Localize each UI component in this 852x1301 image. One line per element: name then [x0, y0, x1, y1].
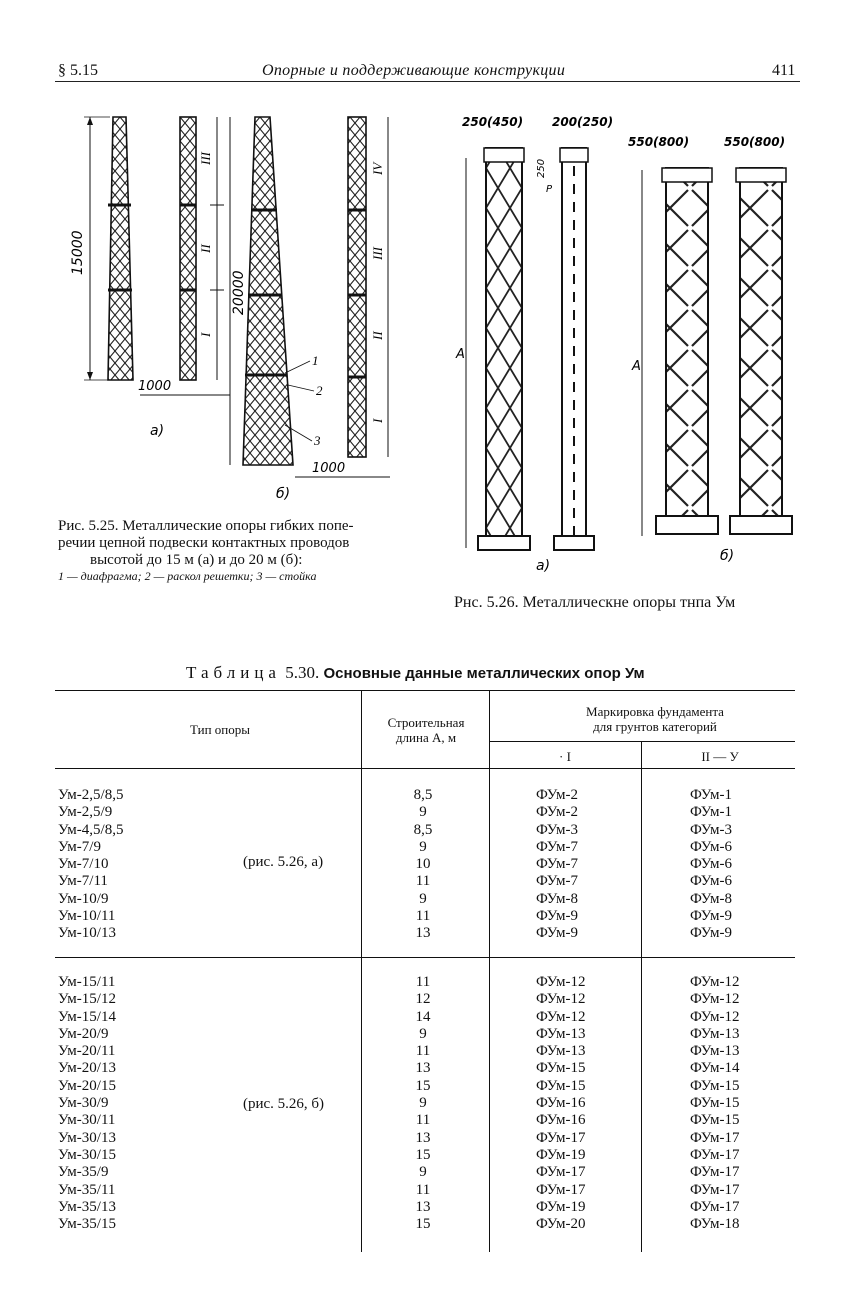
table-cell: 9 [419, 890, 427, 907]
dim-A-a: A [456, 347, 465, 362]
dim-20000: 20000 [231, 270, 247, 315]
header-cat-1: · I [559, 749, 571, 764]
group-b-types [58, 974, 116, 1233]
table-cell: ФУм-15 [536, 1077, 586, 1094]
table-cell: 8,5 [413, 821, 433, 838]
running-title: Опорные и поддерживающие конструкции [262, 62, 566, 79]
table-cell: 14 [415, 1008, 431, 1025]
section-b-IV: IV [370, 162, 385, 175]
table-cell: ФУм-12 [690, 991, 740, 1008]
header-marking-line-2: для грунтов категорий [593, 719, 717, 734]
table-cell: Ум-35/13 [58, 1198, 116, 1215]
table-cell: ФУм-1 [690, 787, 732, 803]
table-cell: Ум-7/10 [58, 856, 109, 873]
table-cell: ФУм-16 [536, 1112, 586, 1129]
table-cell: ФУм-13 [536, 1025, 586, 1042]
group-a-note: (рис. 5.26, а) [243, 854, 324, 870]
table-cell: ФУм-7 [536, 856, 578, 873]
header-marking [560, 704, 750, 734]
table-cell: ФУм-17 [536, 1164, 586, 1181]
table-cell: ФУм-17 [536, 1129, 586, 1146]
header-rule [55, 81, 800, 82]
table-cell: ФУм-7 [536, 838, 578, 855]
table-cell: ФУм-17 [690, 1164, 740, 1181]
table-cell: ФУм-18 [690, 1216, 740, 1233]
section-a-III: III [198, 152, 213, 165]
table-cell: Ум-15/14 [58, 1008, 116, 1025]
sub-b-526: б) [720, 548, 735, 564]
table-cell: 9 [419, 1095, 427, 1112]
table-cell: ФУм-17 [690, 1146, 740, 1163]
table-cell: 9 [419, 804, 427, 821]
dim-1000-a: 1000 [138, 379, 172, 394]
dim-A-b: A [632, 359, 641, 374]
table-cell: 10 [415, 856, 431, 873]
table-cell: Ум-30/15 [58, 1146, 116, 1163]
page-number: 411 [772, 62, 796, 79]
table-cell: 11 [415, 974, 431, 990]
table-title-number: 5.30. [285, 663, 320, 682]
table-cell: 11 [415, 1043, 431, 1060]
table-cell: ФУм-15 [536, 1060, 586, 1077]
dim-p: P [546, 184, 553, 195]
group-b-note: (рис. 5.26, б) [243, 1096, 325, 1112]
table-cell: ФУм-7 [536, 873, 578, 890]
table-cell: ФУм-15 [690, 1077, 740, 1094]
table-cell: ФУм-6 [690, 838, 732, 855]
table-cell: Ум-20/11 [58, 1043, 116, 1060]
table-cell: Ум-15/12 [58, 991, 116, 1008]
table-cell: 11 [415, 1181, 431, 1198]
table-cell: 13 [415, 1198, 431, 1215]
caption-5-25 [58, 518, 418, 583]
table-head-rule [55, 768, 795, 769]
table-cell: 11 [415, 873, 431, 890]
table-cell: 12 [415, 991, 431, 1008]
table-cell: ФУм-17 [690, 1181, 740, 1198]
table-cell: 13 [415, 925, 431, 942]
table-cell: 15 [415, 1077, 431, 1094]
group-a-lengths [396, 787, 450, 943]
dim-250-450: 250(450) [462, 115, 524, 129]
table-cell: Ум-2,5/9 [58, 804, 113, 821]
header-length-line-2: длина А, м [395, 730, 457, 745]
table-title-label: Таблица [186, 663, 281, 682]
table-cell: ФУм-12 [690, 974, 740, 990]
dim-550-800-a: 550(800) [628, 135, 690, 149]
table-cell: ФУм-17 [536, 1181, 586, 1198]
table-cell: 11 [415, 1112, 431, 1129]
caption-5-25-legend: 1 — диафрагма; 2 — раскол решетки; 3 — стойка [58, 569, 317, 583]
table-cell: Ум-35/15 [58, 1216, 116, 1233]
header-cat-2: II — У [701, 749, 739, 764]
table-title-text: Основные данные металлических опор Ум [323, 665, 645, 682]
header-type: Тип опоры [190, 722, 250, 737]
table-cell: 9 [419, 1164, 427, 1181]
table-col-rule-1 [361, 690, 362, 1252]
table-cell: 15 [415, 1146, 431, 1163]
table-col-rule-2 [489, 690, 490, 1252]
dim-1000-b: 1000 [312, 461, 346, 476]
table-cell: 8,5 [413, 787, 433, 803]
table-cell: ФУм-12 [536, 974, 586, 990]
header-marking-line-1: Маркировка фундамента [586, 704, 724, 719]
table-cell: Ум-4,5/8,5 [58, 821, 124, 838]
header-length-line-1: Строительная [387, 715, 465, 730]
table-cell: ФУм-15 [690, 1095, 740, 1112]
group-a-cat1 [536, 787, 578, 943]
table-cell: ФУм-12 [690, 1008, 740, 1025]
table-cell: Ум-20/9 [58, 1025, 109, 1042]
table-cell: ФУм-9 [690, 925, 732, 942]
table-cell: Ум-20/15 [58, 1077, 116, 1094]
table-cell: ФУм-19 [536, 1146, 586, 1163]
callout-2: 2 [316, 383, 323, 398]
group-a-types [58, 787, 123, 943]
dim-250-side: 250 [536, 158, 547, 178]
table-cell: ФУм-9 [536, 925, 578, 942]
figure-5-26-drawing [450, 108, 795, 578]
table-cell: Ум-35/11 [58, 1181, 116, 1198]
section-a-I: I [198, 332, 213, 337]
group-b-cat2 [690, 974, 740, 1233]
table-cell: ФУм-9 [690, 908, 732, 925]
dim-550-800-b: 550(800) [724, 135, 786, 149]
table-cell: 13 [415, 1060, 431, 1077]
table-cell: ФУм-3 [536, 821, 578, 838]
table-cell: Ум-30/13 [58, 1129, 116, 1146]
table-cell: ФУм-3 [690, 821, 732, 838]
group-b-lengths [396, 974, 450, 1233]
table-cell: Ум-30/11 [58, 1112, 116, 1129]
figure-5-25-drawing [70, 105, 410, 505]
table-cell: Ум-10/13 [58, 925, 116, 942]
table-cell: Ум-7/11 [58, 873, 108, 890]
table-cell: Ум-10/11 [58, 908, 116, 925]
table-cell: Ум-15/11 [58, 974, 116, 990]
dim-15000: 15000 [70, 230, 86, 275]
section-b-I: I [370, 418, 385, 423]
table-cell: ФУм-12 [536, 1008, 586, 1025]
table-top-rule [55, 690, 795, 691]
group-a-cat2 [690, 787, 732, 943]
caption-5-25-line-1: Рис. 5.25. Металлические опоры гибких попе- [58, 518, 354, 534]
table-cell: ФУм-17 [690, 1129, 740, 1146]
section-a-II: II [198, 244, 213, 253]
section-b-III: III [370, 247, 385, 260]
table-cell: 9 [419, 838, 427, 855]
table-cell: ФУм-19 [536, 1198, 586, 1215]
table-cell: ФУм-15 [690, 1112, 740, 1129]
sub-a-525: а) [150, 423, 165, 439]
table-cell: Ум-10/9 [58, 890, 109, 907]
table-cell: ФУм-2 [536, 787, 578, 803]
table-cell: ФУм-17 [690, 1198, 740, 1215]
table-cell: 9 [419, 1025, 427, 1042]
table-cell: Ум-7/9 [58, 838, 101, 855]
table-cell: ФУм-14 [690, 1060, 740, 1077]
table-subhead-rule [490, 741, 795, 742]
table-cell: 15 [415, 1216, 431, 1233]
table-cell: ФУм-8 [690, 890, 732, 907]
table-cell: ФУм-6 [690, 873, 732, 890]
table-cell: ФУм-1 [690, 804, 732, 821]
table-cell: Ум-30/9 [58, 1095, 109, 1112]
table-cell: ФУм-16 [536, 1095, 586, 1112]
table-col-rule-3 [641, 741, 642, 1252]
table-group-rule [55, 957, 795, 958]
section-b-II: II [370, 331, 385, 340]
table-cell: ФУм-12 [536, 991, 586, 1008]
caption-5-25-line-2: речии цепной подвески контактных проводов [58, 535, 350, 551]
table-cell: ФУм-13 [690, 1025, 740, 1042]
caption-5-26: Рнс. 5.26. Металлическне опоры тнпа Ум [454, 594, 736, 611]
table-cell: ФУм-9 [536, 908, 578, 925]
table-cell: ФУм-6 [690, 856, 732, 873]
table-title [186, 663, 645, 683]
dim-200-250: 200(250) [552, 115, 614, 129]
table-cell: Ум-2,5/8,5 [58, 787, 124, 803]
section-number: § 5.15 [58, 62, 98, 79]
table-cell: ФУм-13 [536, 1043, 586, 1060]
table-cell: ФУм-2 [536, 804, 578, 821]
table-cell: Ум-20/13 [58, 1060, 116, 1077]
table-cell: 11 [415, 908, 431, 925]
header-length [364, 715, 488, 745]
callout-1: 1 [312, 353, 319, 368]
group-b-cat1 [536, 974, 586, 1233]
table-cell: Ум-35/9 [58, 1164, 109, 1181]
caption-5-25-line-3: высотой до 15 м (а) и до 20 м (б): [90, 552, 303, 568]
table-cell: ФУм-13 [690, 1043, 740, 1060]
sub-b-525: б) [276, 486, 291, 502]
table-cell: 13 [415, 1129, 431, 1146]
callout-3: 3 [314, 433, 321, 448]
sub-a-526: а) [536, 558, 551, 574]
table-cell: ФУм-8 [536, 890, 578, 907]
table-cell: ФУм-20 [536, 1216, 586, 1233]
